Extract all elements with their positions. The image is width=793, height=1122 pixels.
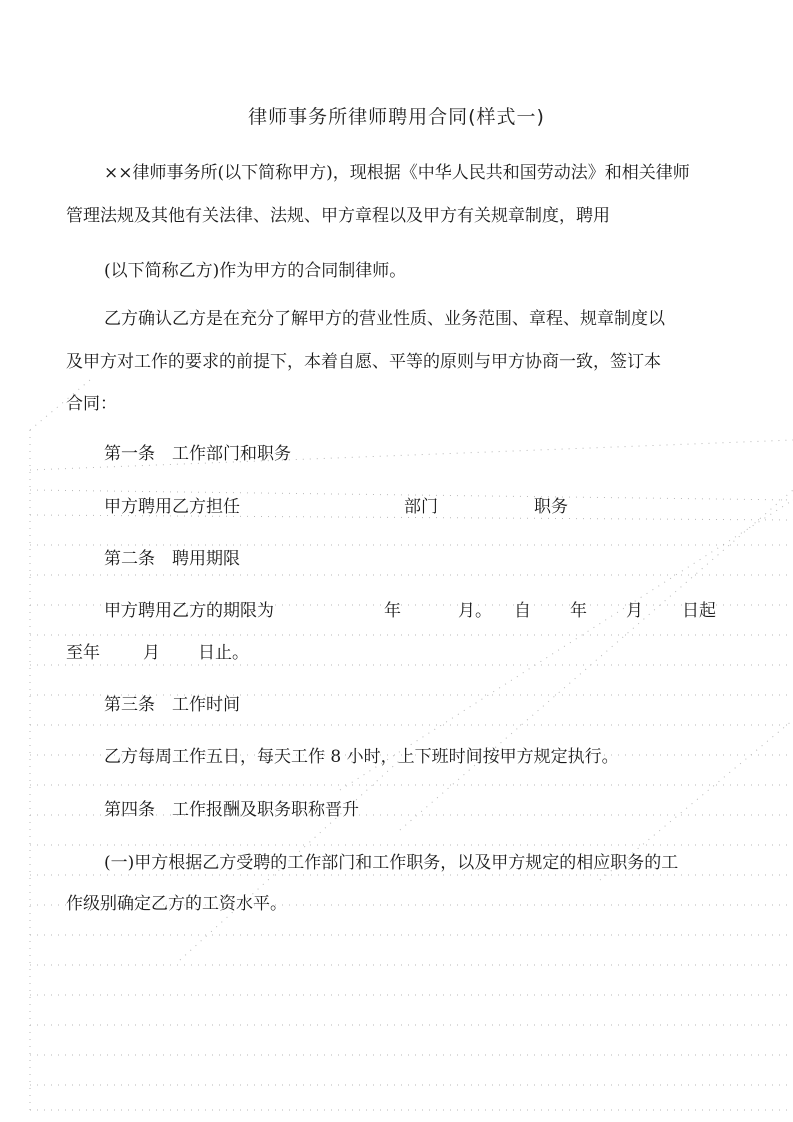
article-2-month-unit: 月。 (458, 601, 492, 621)
article-2-day-end: 日止。 (198, 643, 249, 663)
article-4-heading: 第四条 工作报酬及职务职称晋升 (104, 800, 359, 820)
article-2-to-year: 至年 (66, 643, 100, 663)
article-2-term-label: 甲方聘用乙方的期限为 (104, 601, 274, 621)
article-4-line-2: 作级别确定乙方的工资水平。 (66, 894, 287, 914)
article-2-month-unit-3: 月 (143, 643, 160, 663)
confirm-line-3: 合同： (66, 394, 117, 414)
confirm-line-2: 及甲方对工作的要求的前提下，本着自愿、平等的原则与甲方协商一致，签订本 (66, 352, 661, 372)
document-title: 律师事务所律师聘用合同(样式一) (248, 106, 545, 128)
article-2-from: 自 (514, 601, 531, 621)
article-2-day-start: 日起 (682, 601, 716, 621)
article-1-heading: 第一条 工作部门和职务 (104, 444, 291, 464)
article-3-text: 乙方每周工作五日，每天工作 8 小时，上下班时间按甲方规定执行。 (104, 747, 619, 767)
article-2-year-unit-2: 年 (570, 601, 587, 621)
article-1-text-b: 部门 (404, 497, 438, 517)
article-2-month-unit-2: 月 (626, 601, 643, 621)
intro-line-3: (以下简称乙方)作为甲方的合同制律师。 (104, 261, 407, 281)
confirm-line-1: 乙方确认乙方是在充分了解甲方的营业性质、业务范围、章程、规章制度以 (104, 309, 665, 329)
article-4-line-1: (一)甲方根据乙方受聘的工作部门和工作职务，以及甲方规定的相应职务的工 (104, 853, 679, 873)
article-2-year-unit: 年 (384, 601, 401, 621)
article-1-text-a: 甲方聘用乙方担任 (104, 497, 240, 517)
article-3-heading: 第三条 工作时间 (104, 695, 240, 715)
article-2-heading: 第二条 聘用期限 (104, 549, 240, 569)
intro-line-1: ××律师事务所(以下简称甲方)，现根据《中华人民共和国劳动法》和相关律师 (104, 163, 690, 183)
article-1-text-c: 职务 (534, 497, 568, 517)
intro-line-2: 管理法规及其他有关法律、法规、甲方章程以及甲方有关规章制度，聘用 (66, 206, 610, 226)
